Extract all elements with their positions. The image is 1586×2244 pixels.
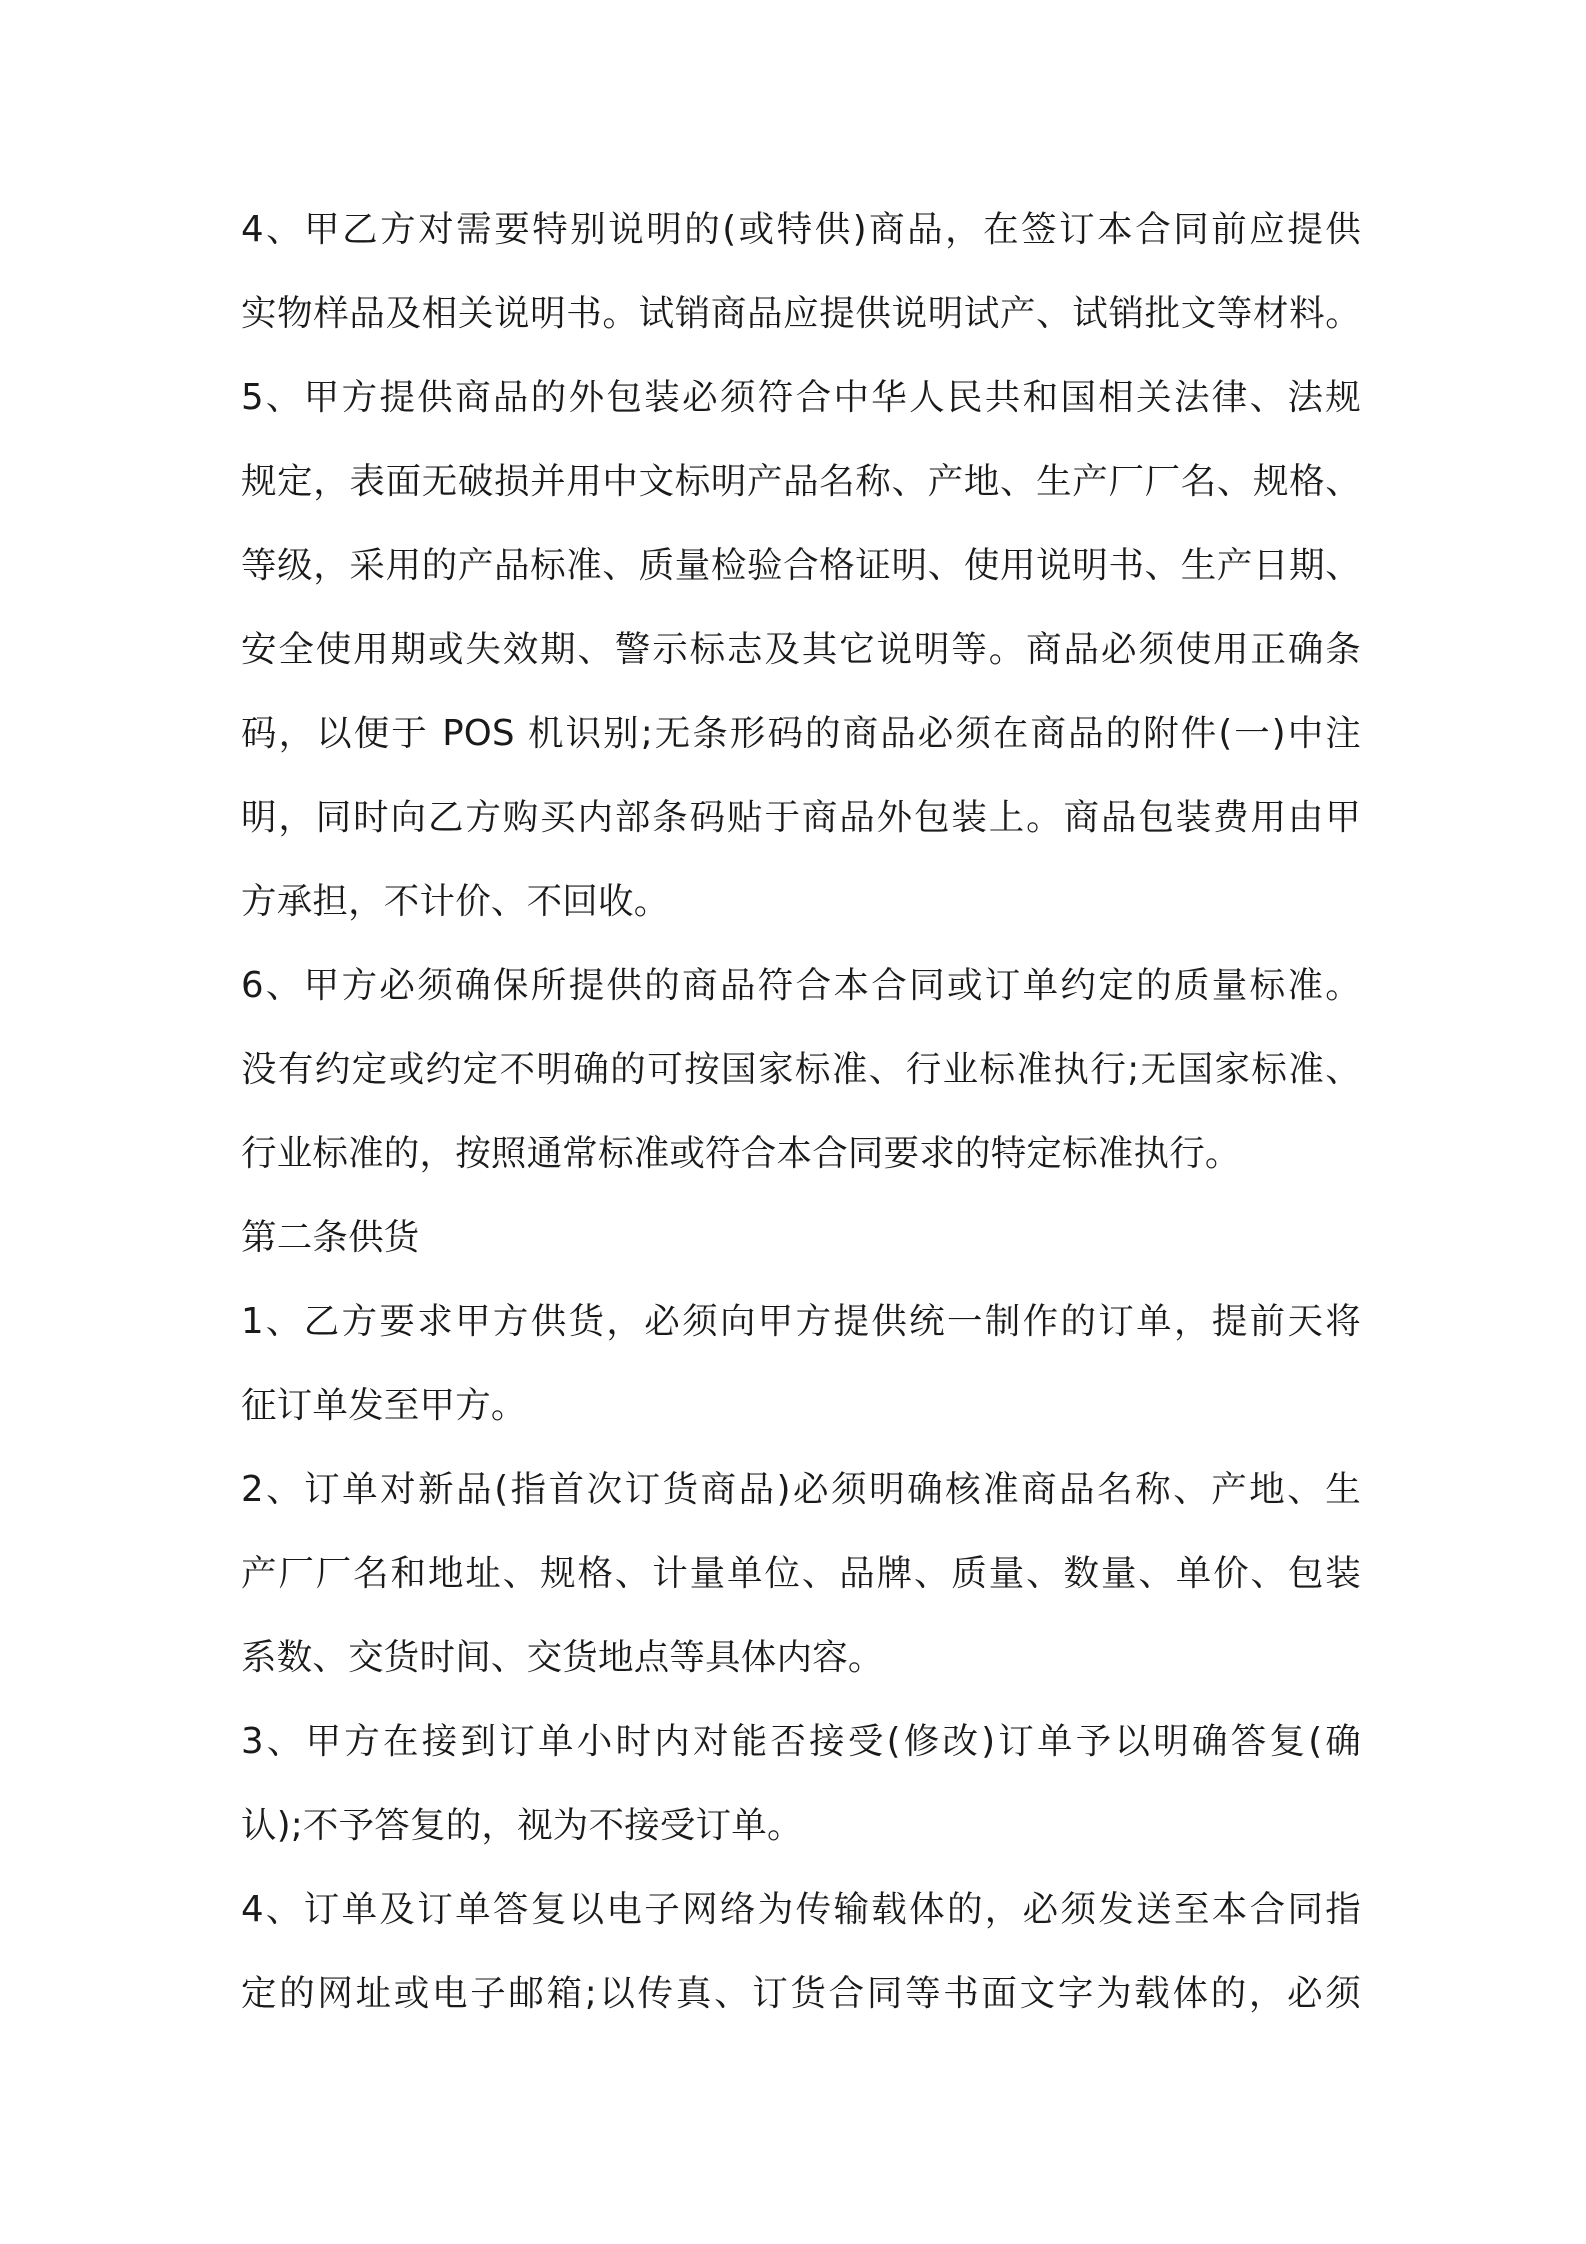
text-line: 认);不予答复的，视为不接受订单。 <box>241 1805 803 1846</box>
text-line: 等级，采用的产品标准、质量检验合格证明、使用说明书、生产日期、 <box>241 545 1361 586</box>
text-line: 没有约定或约定不明确的可按国家标准、行业标准执行;无国家标准、 <box>241 1049 1361 1090</box>
text-line: 明，同时向乙方购买内部条码贴于商品外包装上。商品包装费用由甲 <box>241 797 1361 838</box>
text-line: 5、甲方提供商品的外包装必须符合中华人民共和国相关法律、法规 <box>241 377 1361 418</box>
text-line: 实物样品及相关说明书。试销商品应提供说明试产、试销批文等材料。 <box>241 293 1361 334</box>
text-line: 3、甲方在接到订单小时内对能否接受(修改)订单予以明确答复(确 <box>241 1721 1361 1762</box>
text-line: 4、甲乙方对需要特别说明的(或特供)商品，在签订本合同前应提供 <box>241 209 1361 250</box>
text-line: 规定，表面无破损并用中文标明产品名称、产地、生产厂厂名、规格、 <box>241 461 1361 502</box>
text-line: 定的网址或电子邮箱;以传真、订货合同等书面文字为载体的，必须 <box>241 1973 1361 2014</box>
text-line: 方承担，不计价、不回收。 <box>241 881 670 922</box>
text-line: 产厂厂名和地址、规格、计量单位、品牌、质量、数量、单价、包装 <box>241 1553 1361 1594</box>
section-heading: 第二条供货 <box>241 1217 420 1258</box>
text-line: 1、乙方要求甲方供货，必须向甲方提供统一制作的订单，提前天将 <box>241 1301 1361 1342</box>
text-line: 安全使用期或失效期、警示标志及其它说明等。商品必须使用正确条 <box>241 629 1361 670</box>
text-line: 系数、交货时间、交货地点等具体内容。 <box>241 1637 884 1678</box>
text-line: 6、甲方必须确保所提供的商品符合本合同或订单约定的质量标准。 <box>241 965 1361 1006</box>
text-line: 4、订单及订单答复以电子网络为传输载体的，必须发送至本合同指 <box>241 1889 1361 1930</box>
text-line: 征订单发至甲方。 <box>241 1385 527 1426</box>
text-line: 行业标准的，按照通常标准或符合本合同要求的特定标准执行。 <box>241 1133 1241 1174</box>
text-line: 码，以便于 POS 机识别;无条形码的商品必须在商品的附件(一)中注 <box>241 713 1361 754</box>
text-line: 2、订单对新品(指首次订货商品)必须明确核准商品名称、产地、生 <box>241 1469 1361 1510</box>
